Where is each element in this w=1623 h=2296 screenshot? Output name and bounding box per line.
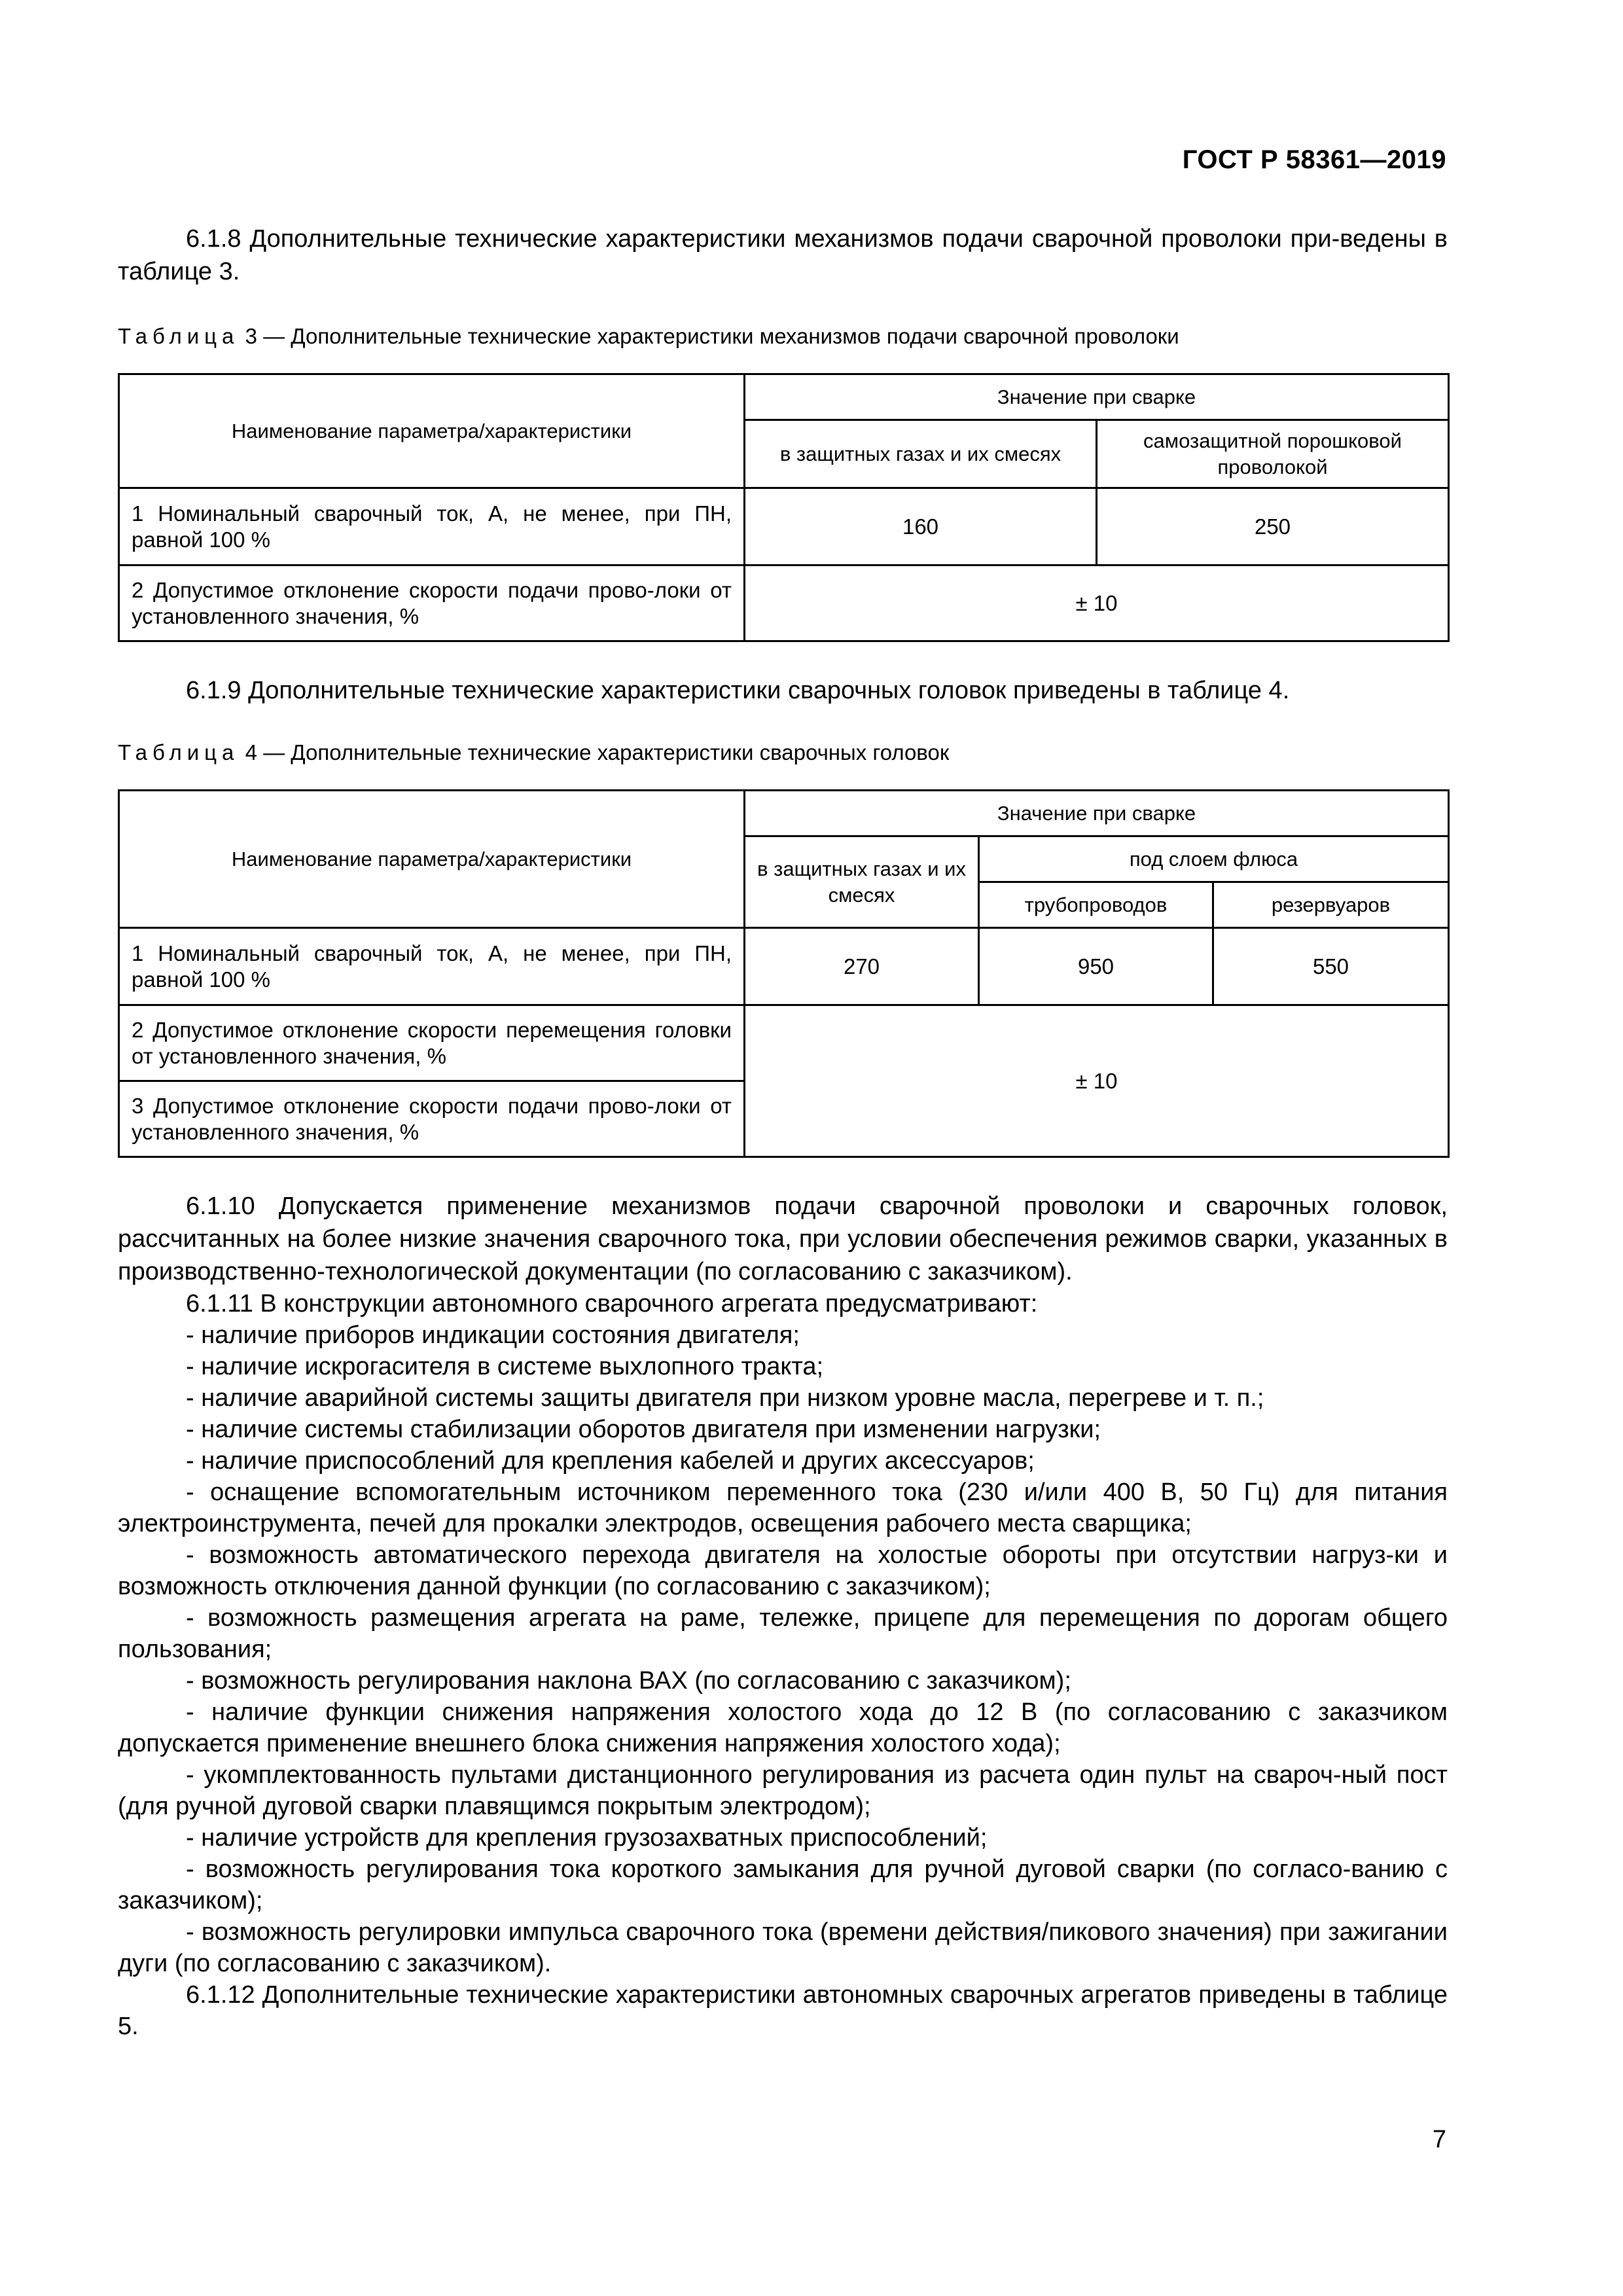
table-4-value-header: Значение при сварке — [745, 791, 1449, 836]
table-3-param-header: Наименование параметра/характеристики — [119, 374, 745, 488]
paragraph-6-1-9: 6.1.9 Дополнительные технические характеристики сварочных головок приведены в таблице 4. — [186, 677, 1290, 704]
table-3-value-header: Значение при сварке — [745, 374, 1449, 420]
table-3-row-2-param: 2 Допустимое отклонение скорости подачи прово-локи от установленного значения, % — [119, 565, 745, 641]
list-item: - наличие устройств для крепления грузозахватных приспособлений; — [186, 1824, 988, 1852]
paragraph-6-1-11-intro: 6.1.11 В конструкции автономного сварочного агрегата предусматривают: — [186, 1290, 1038, 1318]
list-item: - возможность размещения агрегата на раме, тележке, прицепе для перемещения по дорогам общего пользования; — [118, 1604, 1448, 1663]
table-3-self-shielded-header: самозащитной порошковой проволокой — [1097, 420, 1449, 488]
table-4-caption-text: 4 — Дополнительные технические характеристики сварочных головок — [245, 740, 950, 764]
table-4-caption-label: Таблица — [118, 740, 240, 764]
table-4-row-1-pipes: 950 — [979, 928, 1213, 1005]
table-4-tanks-header: резервуаров — [1213, 882, 1449, 928]
table-3-row-1-param: 1 Номинальный сварочный ток, А, не менее, при ПН, равной 100 % — [119, 488, 745, 565]
paragraph-6-1-11 — [118, 1288, 1448, 2042]
table-4-row-2-param: 2 Допустимое отклонение скорости перемещения головки от установленного значения, % — [119, 1005, 745, 1081]
table-4 — [118, 789, 1450, 1158]
list-item: - укомплектованность пультами дистанционного регулирования из расчета один пульт на свароч-ный пост (для ручной дуговой сварки плавящимся покрытым электродом); — [118, 1761, 1448, 1820]
table-4-row-1-tanks: 550 — [1213, 928, 1449, 1005]
list-item: - наличие аварийной системы защиты двигателя при низком уровне масла, перегреве и т. п.; — [186, 1384, 1264, 1412]
table-3 — [118, 373, 1450, 642]
table-4-rows-2-3-value: ± 10 — [745, 1005, 1449, 1157]
list-item: - наличие системы стабилизации оборотов двигателя при изменении нагрузки; — [186, 1416, 1101, 1443]
table-4-flux-header: под слоем флюса — [979, 836, 1449, 882]
list-item: - возможность автоматического перехода двигателя на холостые обороты при отсутствии нагруз-ки и возможность отключения данной функции (по согласованию с заказчиком); — [118, 1541, 1448, 1600]
table-3-row-1-gas: 160 — [745, 488, 1097, 565]
document-number: ГОСТ Р 58361—2019 — [1182, 145, 1446, 174]
table-4-row-1-gas: 270 — [745, 928, 979, 1005]
list-item: - возможность регулирования тока короткого замыкания для ручной дуговой сварки (по согласо-ванию с заказчиком); — [118, 1856, 1448, 1914]
paragraph-6-1-8: 6.1.8 Дополнительные технические характеристики механизмов подачи сварочной проволоки при-ведены в таблице 3. — [118, 225, 1448, 285]
table-4-caption — [118, 738, 1453, 767]
page-number: 7 — [1432, 2126, 1446, 2153]
table-4-gas-header: в защитных газах и их смесях — [745, 836, 979, 928]
table-3-caption — [118, 322, 1453, 351]
list-item: - возможность регулирования наклона ВАХ (по согласованию с заказчиком); — [186, 1667, 1071, 1695]
table-4-row-1-param: 1 Номинальный сварочный ток, А, не менее, при ПН, равной 100 % — [119, 928, 745, 1005]
table-3-row-2-value: ± 10 — [745, 565, 1449, 641]
table-4-param-header: Наименование параметра/характеристики — [119, 791, 745, 928]
list-item: - наличие функции снижения напряжения холостого хода до 12 В (по согласованию с заказчиком допускается применение внешнего блока снижения напряжения холостого хода); — [118, 1698, 1448, 1757]
table-4-row-3-param: 3 Допустимое отклонение скорости подачи прово-локи от установленного значения, % — [119, 1081, 745, 1157]
list-item: - наличие искрогасителя в системе выхлопного тракта; — [186, 1353, 824, 1380]
paragraph-6-1-12: 6.1.12 Дополнительные технические характеристики автономных сварочных агрегатов приведены в таблице 5. — [118, 1981, 1448, 2040]
list-item: - наличие приспособлений для крепления кабелей и других аксессуаров; — [186, 1447, 1035, 1475]
table-3-caption-text: 3 — Дополнительные технические характеристики механизмов подачи сварочной проволоки — [245, 324, 1179, 348]
list-item: - возможность регулировки импульса сварочного тока (времени действия/пикового значения) при зажигании дуги (по согласованию с заказчиком). — [118, 1918, 1448, 1977]
list-item: - наличие приборов индикации состояния двигателя; — [186, 1321, 800, 1349]
table-3-row-1-self: 250 — [1097, 488, 1449, 565]
paragraph-6-1-10: 6.1.10 Допускается применение механизмов подачи сварочной проволоки и сварочных головок, рассчитанных на более низкие значения сварочного тока, при условии обеспечения режимов сварки, указанных в производственно-технологической документации (по согласованию с заказчиком). — [118, 1193, 1448, 1285]
table-4-pipes-header: трубопроводов — [979, 882, 1213, 928]
table-3-gas-header: в защитных газах и их смесях — [745, 420, 1097, 488]
list-item: - оснащение вспомогательным источником переменного тока (230 и/или 400 В, 50 Гц) для питания электроинструмента, печей для прокалки электродов, освещения рабочего места сварщика; — [118, 1479, 1448, 1537]
table-3-caption-label: Таблица — [118, 324, 240, 348]
